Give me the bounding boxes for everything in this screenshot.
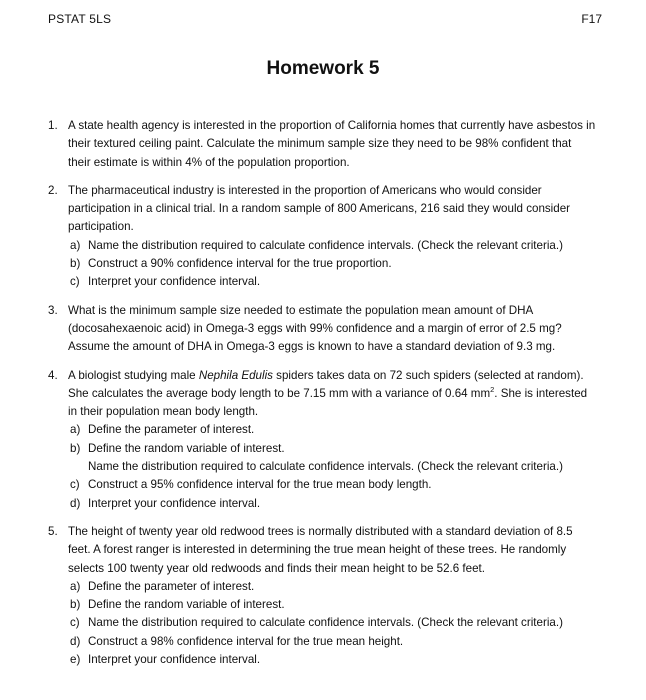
species-name: Nephila Edulis	[198, 368, 273, 382]
problem-part	[68, 633, 596, 651]
problem-text: The pharmaceutical industry is interested in the proportion of Americans who would consider participation in a clinical trial. In a random sample of 800 Americans, 216 said they would consider participation.	[68, 183, 571, 234]
problem-2	[48, 182, 596, 292]
part-text: Name the distribution required to calculate confidence intervals. (Check the relevant criteria.)	[88, 616, 563, 630]
part-text: Interpret your confidence interval.	[88, 653, 261, 667]
problem-1	[48, 117, 596, 172]
problem-number: 4.	[48, 368, 58, 382]
part-letter: b)	[70, 598, 81, 612]
problem-5	[48, 523, 596, 669]
part-letter: d)	[70, 634, 81, 648]
superscript: 2	[490, 385, 495, 394]
part-text: Define the random variable of interest.	[88, 441, 285, 455]
problem-part	[68, 578, 596, 596]
problem-text: The height of twenty year old redwood trees is normally distributed with a standard deviation of 8.5 feet. A forest ranger is interested in determining the true mean height of these trees. He randomly selects 100 twenty year old redwoods and finds their mean height to be 52.6 feet.	[68, 524, 573, 575]
problem-part	[68, 495, 596, 513]
problem-part	[68, 440, 596, 458]
part-letter: b)	[70, 257, 81, 271]
page-title: Homework 5	[266, 58, 380, 79]
problem-number: 2.	[48, 183, 58, 197]
problem-part	[68, 273, 596, 291]
problem-list	[48, 117, 596, 679]
problem-text	[68, 367, 596, 422]
problem-4	[48, 367, 596, 513]
problem-text: What is the minimum sample size needed to estimate the population mean amount of DHA (docosahexaenoic acid) in Omega-3 eggs with 99% confidence and a margin of error of 2.5 mg? Assume the amount of DHA in Omega-3 eggs is known to have a standard deviation of 9.3 mg.	[68, 303, 562, 354]
problem-part	[68, 237, 596, 255]
part-text: Construct a 98% confidence interval for the true mean height.	[88, 634, 404, 648]
problem-3	[48, 302, 596, 357]
part-text: Construct a 90% confidence interval for the true proportion.	[88, 257, 392, 271]
part-letter: c)	[70, 275, 80, 289]
part-letter: c)	[70, 616, 80, 630]
problem-number: 5.	[48, 524, 58, 538]
problem-part	[68, 651, 596, 669]
part-letter: b)	[70, 441, 81, 455]
course-code: PSTAT 5LS	[48, 12, 112, 26]
part-text: Define the parameter of interest.	[88, 423, 255, 437]
part-text: Define the random variable of interest.	[88, 598, 285, 612]
problem-part	[68, 255, 596, 273]
part-letter: d)	[70, 496, 81, 510]
problem-part	[68, 614, 596, 632]
part-letter: c)	[70, 478, 80, 492]
problem-number: 3.	[48, 303, 58, 317]
problem-part	[68, 476, 596, 494]
problem-part	[68, 596, 596, 614]
problem-parts	[68, 237, 596, 292]
problem-part	[68, 421, 596, 439]
part-text: Define the parameter of interest.	[88, 579, 255, 593]
problem-text-before: A biologist studying male	[68, 368, 199, 382]
problem-text-middle: spiders takes data on 72 such spiders (selected at random). She calculates the average body length to be 7.15 mm with a variance of 0.64 mm	[68, 368, 584, 400]
part-text: Interpret your confidence interval.	[88, 275, 261, 289]
part-letter: a)	[70, 238, 81, 252]
term-label: F17	[581, 12, 602, 26]
part-text: Interpret your confidence interval.	[88, 496, 261, 510]
part-extra-line: Name the distribution required to calculate confidence intervals. (Check the relevant criteria.)	[88, 460, 563, 474]
part-text: Construct a 95% confidence interval for the true mean body length.	[88, 478, 432, 492]
part-letter: a)	[70, 579, 81, 593]
problem-text: A state health agency is interested in the proportion of California homes that currently have asbestos in their textured ceiling paint. Calculate the minimum sample size they need to be 98% confident that their estimate is within 4% of the population proportion.	[68, 119, 596, 169]
part-text: Name the distribution required to calculate confidence intervals. (Check the relevant criteria.)	[88, 238, 563, 252]
problem-text-after: . She is interested in their population mean body length.	[68, 386, 588, 419]
part-letter: e)	[70, 653, 81, 667]
problem-parts	[68, 421, 596, 512]
problem-number: 1.	[48, 119, 58, 132]
part-letter: a)	[70, 423, 81, 437]
problem-parts	[68, 578, 596, 669]
